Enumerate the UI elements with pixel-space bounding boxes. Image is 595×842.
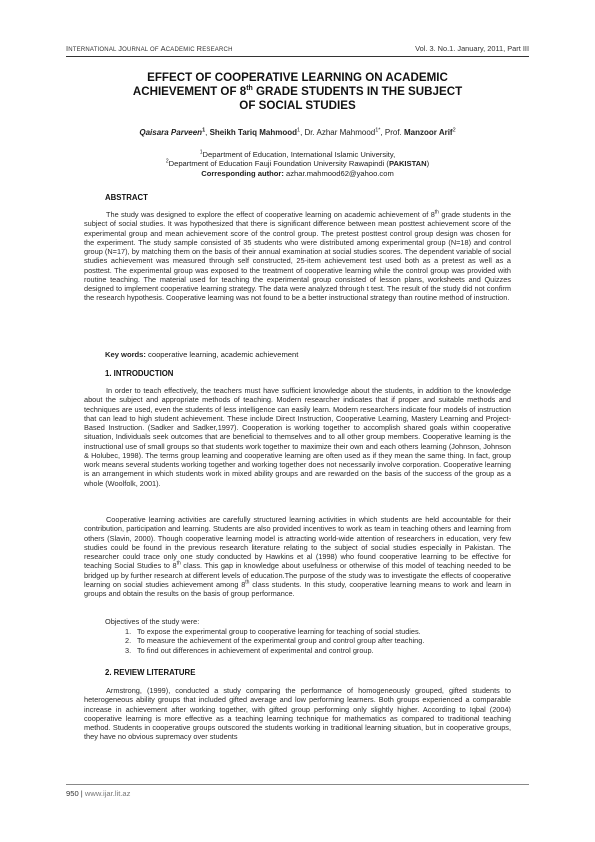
page-number: 950 [66, 789, 79, 798]
review-heading: 2. REVIEW LITERATURE [105, 668, 196, 677]
introduction-paragraph-2: Cooperative learning activities are carefully structured learning activities in which students are held accountable for their contribution, participation and learning. Students are also provided incentives to work as team in teaching others and learning from others (Slavin, 2000). Though cooperative learning model is attracting world-wide attention of researchers in education, very few studies could be found in the previous research literature relating to the subject of social studies especially in Pakistan. The researcher could trace only one study conducted by Hawkins et al (1998) who found cooperative learning to be effective for teaching Social Studies to 8th class. This gap in knowledge about usefulness or otherwise of this model of teaching needed to be bridged up by further research at different levels of education.The purpose of the study was to investigate the effects of cooperative learning on social studies achievement among 8th class students. In this study, cooperative learning means to work and learn in groups and obtain the results on the basis of group performance. [84, 515, 511, 598]
author-list: Qaisara Parveen$^1$, Sheikh Tariq Mahmood$^1$, Dr. Azhar Mahmood$^{1*}$, Prof. Manzoor Arif$^2$ [139, 127, 456, 137]
introduction-heading: 1. INTRODUCTION [105, 369, 174, 378]
list-item: 2. To measure the achievement of the experimental group and control group after teaching. [125, 636, 425, 646]
abstract-heading: ABSTRACT [105, 193, 148, 202]
abstract-text: The study was designed to explore the effect of cooperative learning on academic achievement of 8th grade students in the subject of social studies. It was hypothesized that there is significant difference between mean posttest achievement score of the experimental group and mean achievement score of the control group. The pretest posttest control group design was chosen for the experiment. The study sample consisted of 35 students who were distributed among experimental group (N=18) and control group (N=17), by matching them on the basis of their annual examination at social studies scores. The dependent variable of social studies achievement was measured through self constructed, 25-item achievement test used both as a pretest as well as a posttest. The experimental group was exposed to the treatment of cooperative learning while the control group was provided with routine teaching. The material used for teaching the experimental group consisted of lesson plans, worksheets and Quizzes designed to implement cooperative learning strategy. The data were analyzed through t test. The result of the study did not confirm the research hypothesis. Cooperative learning was not found to be a better instructional strategy than routine method of instruction. [84, 209, 511, 303]
header-rule [66, 56, 529, 57]
list-item: 3. To find out differences in achievement of experimental and control group. [125, 645, 374, 655]
journal-website-link[interactable]: www.ijar.lit.az [84, 789, 131, 798]
introduction-paragraph-1: In order to teach effectively, the teachers must have sufficient knowledge about the students, in addition to the knowledge about the subject and appropriate methods of teaching. Modern researcher indicates that if proper and suitable methods and techniques are used, even the students of less intelligence can easily learn. Modern researchers indicate four models of instruction that can lead to high student achievement. These include Direct Instruction, Cooperative Learning, Mastery Learning and Project-Based Instruction. (Sadker and Sadker,1997). Cooperation is working together to accomplish shared goals within cooperative situation, Individuals seek outcomes that are beneficial to themselves and to all other group members. Cooperative learning is the instructional use of small groups so that students work together to maximize their own and each others learning (Johnson, Johnson & Holubec, 1998). The terms group learning and cooperative learning are often used as if they mean the same thing. In fact, group work means several students working together and working together does not necessarily involve corporation. Cooperative learning is an arrangement in which students work in mixed ability groups and are rewarded on the basis of the success of the group as a whole (Woolfolk, 2001). [84, 386, 511, 488]
journal-name: INTERNATIONAL JOURNAL OF ACADEMIC RESEARCH [66, 44, 233, 53]
keywords: Key words: cooperative learning, academic achievement [105, 350, 299, 359]
issue-info: Vol. 3. No.1. January, 2011, Part III [415, 44, 529, 53]
paper-title: EFFECT OF COOPERATIVE LEARNING ON ACADEMIC ACHIEVEMENT OF 8th GRADE STUDENTS IN THE SUBJECT OF SOCIAL STUDIES [132, 71, 463, 112]
review-paragraph-1: Armstrong, (1999), conducted a study comparing the performance of homogeneously grouped, gifted students to heterogeneous ability groups that included gifted average and low performing learners. Both groups experienced a comparable increase in achievement after working together, with gifted group performing only slightly higher. According to Iqbal (2004) cooperative learning is more effective as a teaching learning technique for mathematics as compared to traditional teaching method. Students in cooperative groups outscored the students working in traditional learning situation, but in cooperative groups, they have no obvious supremacy over students [84, 686, 511, 742]
objectives-heading: Objectives of the study were: [105, 617, 200, 626]
page-footer: 950 | www.ijar.lit.az [66, 789, 131, 798]
list-item: 1. To expose the experimental group to cooperative learning for teaching of social studies. [125, 627, 421, 636]
affiliations: $^1$Department of Education, International Islamic University, $^2$Department of Education Fauji Foundation University Rawapindi (PAKISTAN) Corresponding author: azhar.mahmood62@yahoo.com [165, 149, 430, 178]
footer-rule [66, 784, 529, 785]
objectives-list [125, 627, 424, 655]
